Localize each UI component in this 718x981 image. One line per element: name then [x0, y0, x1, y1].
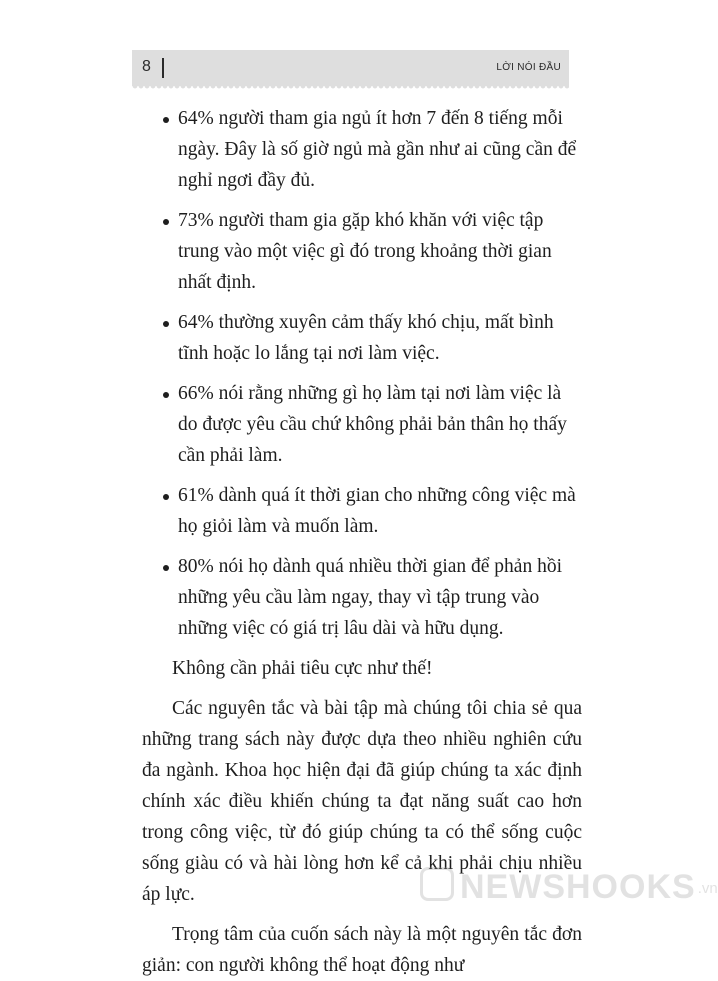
header-divider — [162, 58, 164, 78]
list-item — [142, 480, 582, 542]
list-item — [142, 103, 582, 196]
list-item — [142, 205, 582, 298]
paragraph: Không cần phải tiêu cực như thế! — [172, 658, 433, 679]
running-header — [132, 50, 569, 86]
list-item-text: 61% dành quá ít thời gian cho những công việc mà họ giỏi làm và muốn làm. — [178, 485, 576, 537]
page-number: 8 — [142, 58, 151, 75]
watermark-suffix: .vn — [697, 880, 718, 897]
bullet-icon — [163, 565, 169, 571]
paragraph: Trọng tâm của cuốn sách này là một nguyên tắc đơn giản: con người không thể hoạt động như — [142, 924, 582, 976]
list-item — [142, 551, 582, 644]
bullet-icon — [163, 321, 169, 327]
watermark-brand: NEWSHOOKS — [460, 868, 696, 906]
paragraph: Các nguyên tắc và bài tập mà chúng tôi chia sẻ qua những trang sách này được dựa theo nhiều nghiên cứu đa ngành. Khoa học hiện đại đã giúp chúng ta xác định chính xác điều khiến chúng ta đạt năng suất cao hơn trong công việc, từ đó giúp chúng ta có thể sống cuộc sống giàu có và hài lòng hơn kể cả khi phải chịu nhiều áp lực. — [142, 698, 582, 905]
list-item — [142, 378, 582, 471]
page-body — [142, 103, 582, 981]
list-item-text: 73% người tham gia gặp khó khăn với việc tập trung vào một việc gì đó trong khoảng thời gian nhất định. — [178, 210, 552, 293]
bullet-icon — [163, 392, 169, 398]
list-item-text: 66% nói rằng những gì họ làm tại nơi làm việc là do được yêu cầu chứ không phải bản thân họ thấy cần phải làm. — [178, 383, 567, 466]
list-item-text: 64% người tham gia ngủ ít hơn 7 đến 8 tiếng mỗi ngày. Đây là số giờ ngủ mà gần như ai cũng cần để nghỉ ngơi đầy đủ. — [178, 108, 577, 191]
bullet-icon — [163, 117, 169, 123]
list-item — [142, 307, 582, 369]
list-item-text: 80% nói họ dành quá nhiều thời gian để phản hồi những yêu cầu làm ngay, thay vì tập trung vào những việc có giá trị lâu dài và hữu dụng. — [178, 556, 562, 639]
header-scalloped-edge — [132, 86, 569, 92]
list-item-text: 64% thường xuyên cảm thấy khó chịu, mất bình tĩnh hoặc lo lắng tại nơi làm việc. — [178, 312, 554, 364]
bullet-icon — [163, 494, 169, 500]
bullet-icon — [163, 219, 169, 225]
statistics-list — [142, 103, 582, 644]
chapter-title: LỜI NÓI ĐẦU — [496, 62, 561, 73]
